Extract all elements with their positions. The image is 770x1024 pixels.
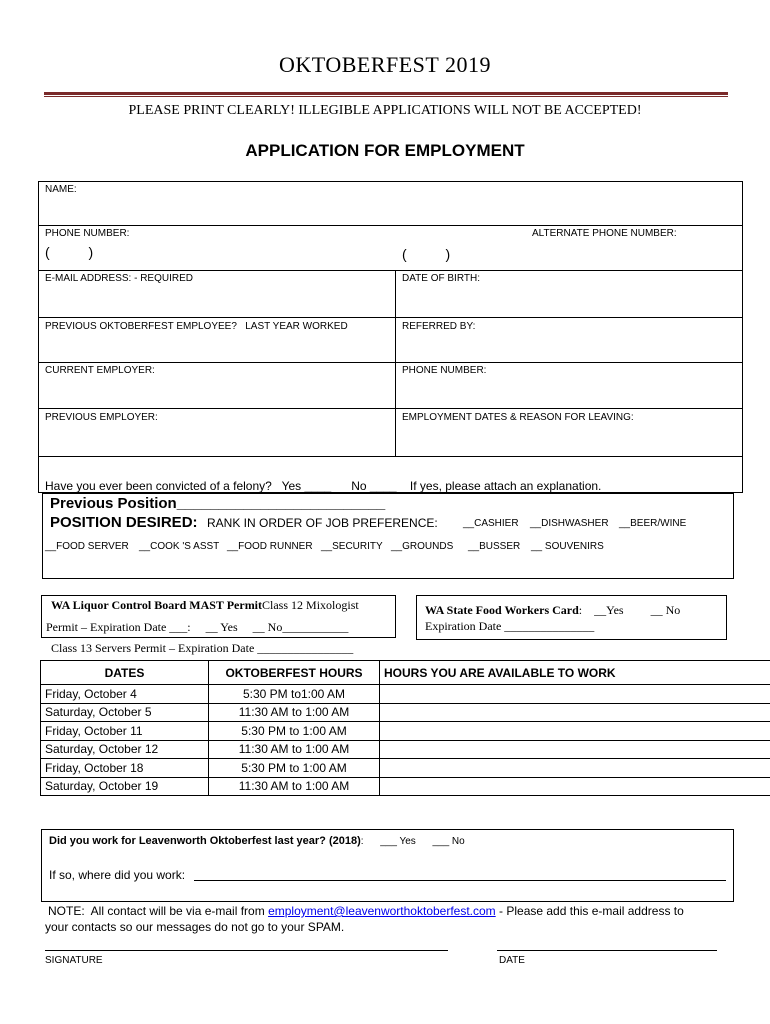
mast-permit-bold: WA Liquor Control Board MAST Permit: [51, 598, 263, 612]
date-cell: Friday, October 18: [41, 759, 209, 778]
position-option-beer-wine[interactable]: __BEER/WINE: [619, 518, 687, 529]
where-worked-label: If so, where did you work:: [49, 868, 186, 882]
hours-cell: 11:30 AM to 1:00 AM: [209, 703, 380, 722]
date-cell: Saturday, October 12: [41, 740, 209, 759]
availability-cell[interactable]: [380, 703, 770, 722]
food-card-options: : __Yes __ No: [578, 603, 681, 617]
row-divider: [38, 270, 743, 271]
table-row: [41, 740, 770, 759]
alt-phone-area-code: ( ): [402, 246, 451, 262]
referred-by-field[interactable]: REFERRED BY:: [402, 321, 476, 332]
contact-note: [48, 904, 684, 918]
last-year-question[interactable]: [49, 835, 465, 847]
hours-cell: 5:30 PM to 1:00 AM: [209, 722, 380, 741]
employer-phone-field[interactable]: PHONE NUMBER:: [402, 365, 487, 376]
row-divider: [38, 362, 743, 363]
table-row: [41, 722, 770, 741]
phone-field[interactable]: PHONE NUMBER:: [45, 228, 130, 239]
availability-cell[interactable]: [380, 722, 770, 741]
previous-position-field[interactable]: Previous Position_________________________: [50, 495, 386, 512]
contact-note-line2: your contacts so our messages do not go to your SPAM.: [45, 920, 345, 934]
previous-employer-field[interactable]: PREVIOUS EMPLOYER:: [45, 412, 158, 423]
header-dates: DATES: [41, 661, 209, 685]
position-option-souvenirs[interactable]: __ SOUVENIRS: [531, 541, 604, 552]
alt-phone-field[interactable]: ALTERNATE PHONE NUMBER:: [532, 228, 677, 239]
note-suffix: - Please add this e-mail address to: [495, 904, 684, 918]
signature-label: SIGNATURE: [45, 955, 103, 966]
where-worked-line[interactable]: [194, 880, 726, 881]
food-card-expiration[interactable]: Expiration Date _______________: [425, 619, 595, 633]
header-available-hours: HOURS YOU ARE AVAILABLE TO WORK: [380, 661, 770, 685]
last-year-options: : ___ Yes ___ No: [360, 836, 465, 847]
name-field[interactable]: NAME:: [45, 184, 77, 195]
email-field[interactable]: E-MAIL ADDRESS: - REQUIRED: [45, 273, 193, 284]
availability-cell[interactable]: [380, 777, 770, 796]
table-row: [41, 777, 770, 796]
contact-email-link[interactable]: employment@leavenworthoktoberfest.com: [268, 904, 496, 918]
date-cell: Saturday, October 19: [41, 777, 209, 796]
mast-permit-class: Class 12 Mixologist: [262, 598, 359, 612]
availability-cell[interactable]: [380, 759, 770, 778]
mast-permit-title: [51, 598, 359, 613]
hours-cell: 5:30 PM to 1:00 AM: [209, 759, 380, 778]
row-divider: [38, 317, 743, 318]
position-option-food-server[interactable]: __FOOD SERVER: [45, 541, 129, 552]
phone-area-code: ( ): [45, 244, 94, 260]
position-option-grounds[interactable]: __GROUNDS: [391, 541, 454, 552]
class13-permit-expiration[interactable]: Class 13 Servers Permit – Expiration Date ________________: [51, 641, 354, 655]
date-label: DATE: [499, 955, 525, 966]
hours-cell: 11:30 AM to 1:00 AM: [209, 777, 380, 796]
position-option-cooks-asst[interactable]: __COOK 'S ASST: [139, 541, 220, 552]
header-oktoberfest-hours: OKTOBERFEST HOURS: [209, 661, 380, 685]
hours-table-header: [41, 661, 770, 685]
hours-table: [40, 660, 770, 796]
date-cell: Saturday, October 5: [41, 703, 209, 722]
position-option-cashier[interactable]: __CASHIER: [463, 518, 519, 529]
position-option-security[interactable]: __SECURITY: [321, 541, 383, 552]
row-divider: [38, 225, 743, 226]
application-title: APPLICATION FOR EMPLOYMENT: [245, 141, 525, 160]
food-card-bold: WA State Food Workers Card: [425, 603, 579, 617]
header-rule: [44, 92, 728, 95]
form-title: OKTOBERFEST 2019: [279, 52, 491, 77]
previous-oktoberfest-field[interactable]: PREVIOUS OKTOBERFEST EMPLOYEE? LAST YEAR WORKED: [45, 321, 348, 332]
signature-line[interactable]: [45, 950, 448, 951]
position-option-busser[interactable]: __BUSSER: [468, 541, 521, 552]
note-prefix: NOTE: All contact will be via e-mail from: [48, 904, 269, 918]
hours-cell: 11:30 AM to 1:00 AM: [209, 740, 380, 759]
employment-dates-field[interactable]: EMPLOYMENT DATES & REASON FOR LEAVING:: [402, 412, 634, 423]
date-cell: Friday, October 4: [41, 685, 209, 704]
table-row: [41, 703, 770, 722]
position-desired-label: POSITION DESIRED:: [50, 514, 198, 531]
print-notice: PLEASE PRINT CLEARLY! ILLEGIBLE APPLICATIONS WILL NOT BE ACCEPTED!: [128, 103, 642, 118]
column-divider: [395, 270, 396, 456]
felony-question[interactable]: Have you ever been convicted of a felony? Yes ____ No ____ If yes, please attach an explanation.: [45, 479, 602, 493]
position-rank-note: RANK IN ORDER OF JOB PREFERENCE:: [207, 516, 438, 530]
header-rule-thin: [44, 96, 728, 97]
table-row: [41, 759, 770, 778]
current-employer-field[interactable]: CURRENT EMPLOYER:: [45, 365, 155, 376]
hours-cell: 5:30 PM to1:00 AM: [209, 685, 380, 704]
availability-cell[interactable]: [380, 740, 770, 759]
dob-field[interactable]: DATE OF BIRTH:: [402, 273, 480, 284]
position-option-dishwasher[interactable]: __DISHWASHER: [530, 518, 609, 529]
table-row: [41, 685, 770, 704]
availability-cell[interactable]: [380, 685, 770, 704]
food-workers-card-title[interactable]: [425, 603, 680, 618]
row-divider: [38, 456, 743, 457]
last-year-question-text: Did you work for Leavenworth Oktoberfest last year? (2018): [49, 835, 361, 847]
date-line[interactable]: [497, 950, 717, 951]
date-cell: Friday, October 11: [41, 722, 209, 741]
mast-permit-expiration[interactable]: Permit – Expiration Date ___: __ Yes __ No___________: [46, 620, 349, 634]
position-option-food-runner[interactable]: __FOOD RUNNER: [227, 541, 313, 552]
row-divider: [38, 408, 743, 409]
